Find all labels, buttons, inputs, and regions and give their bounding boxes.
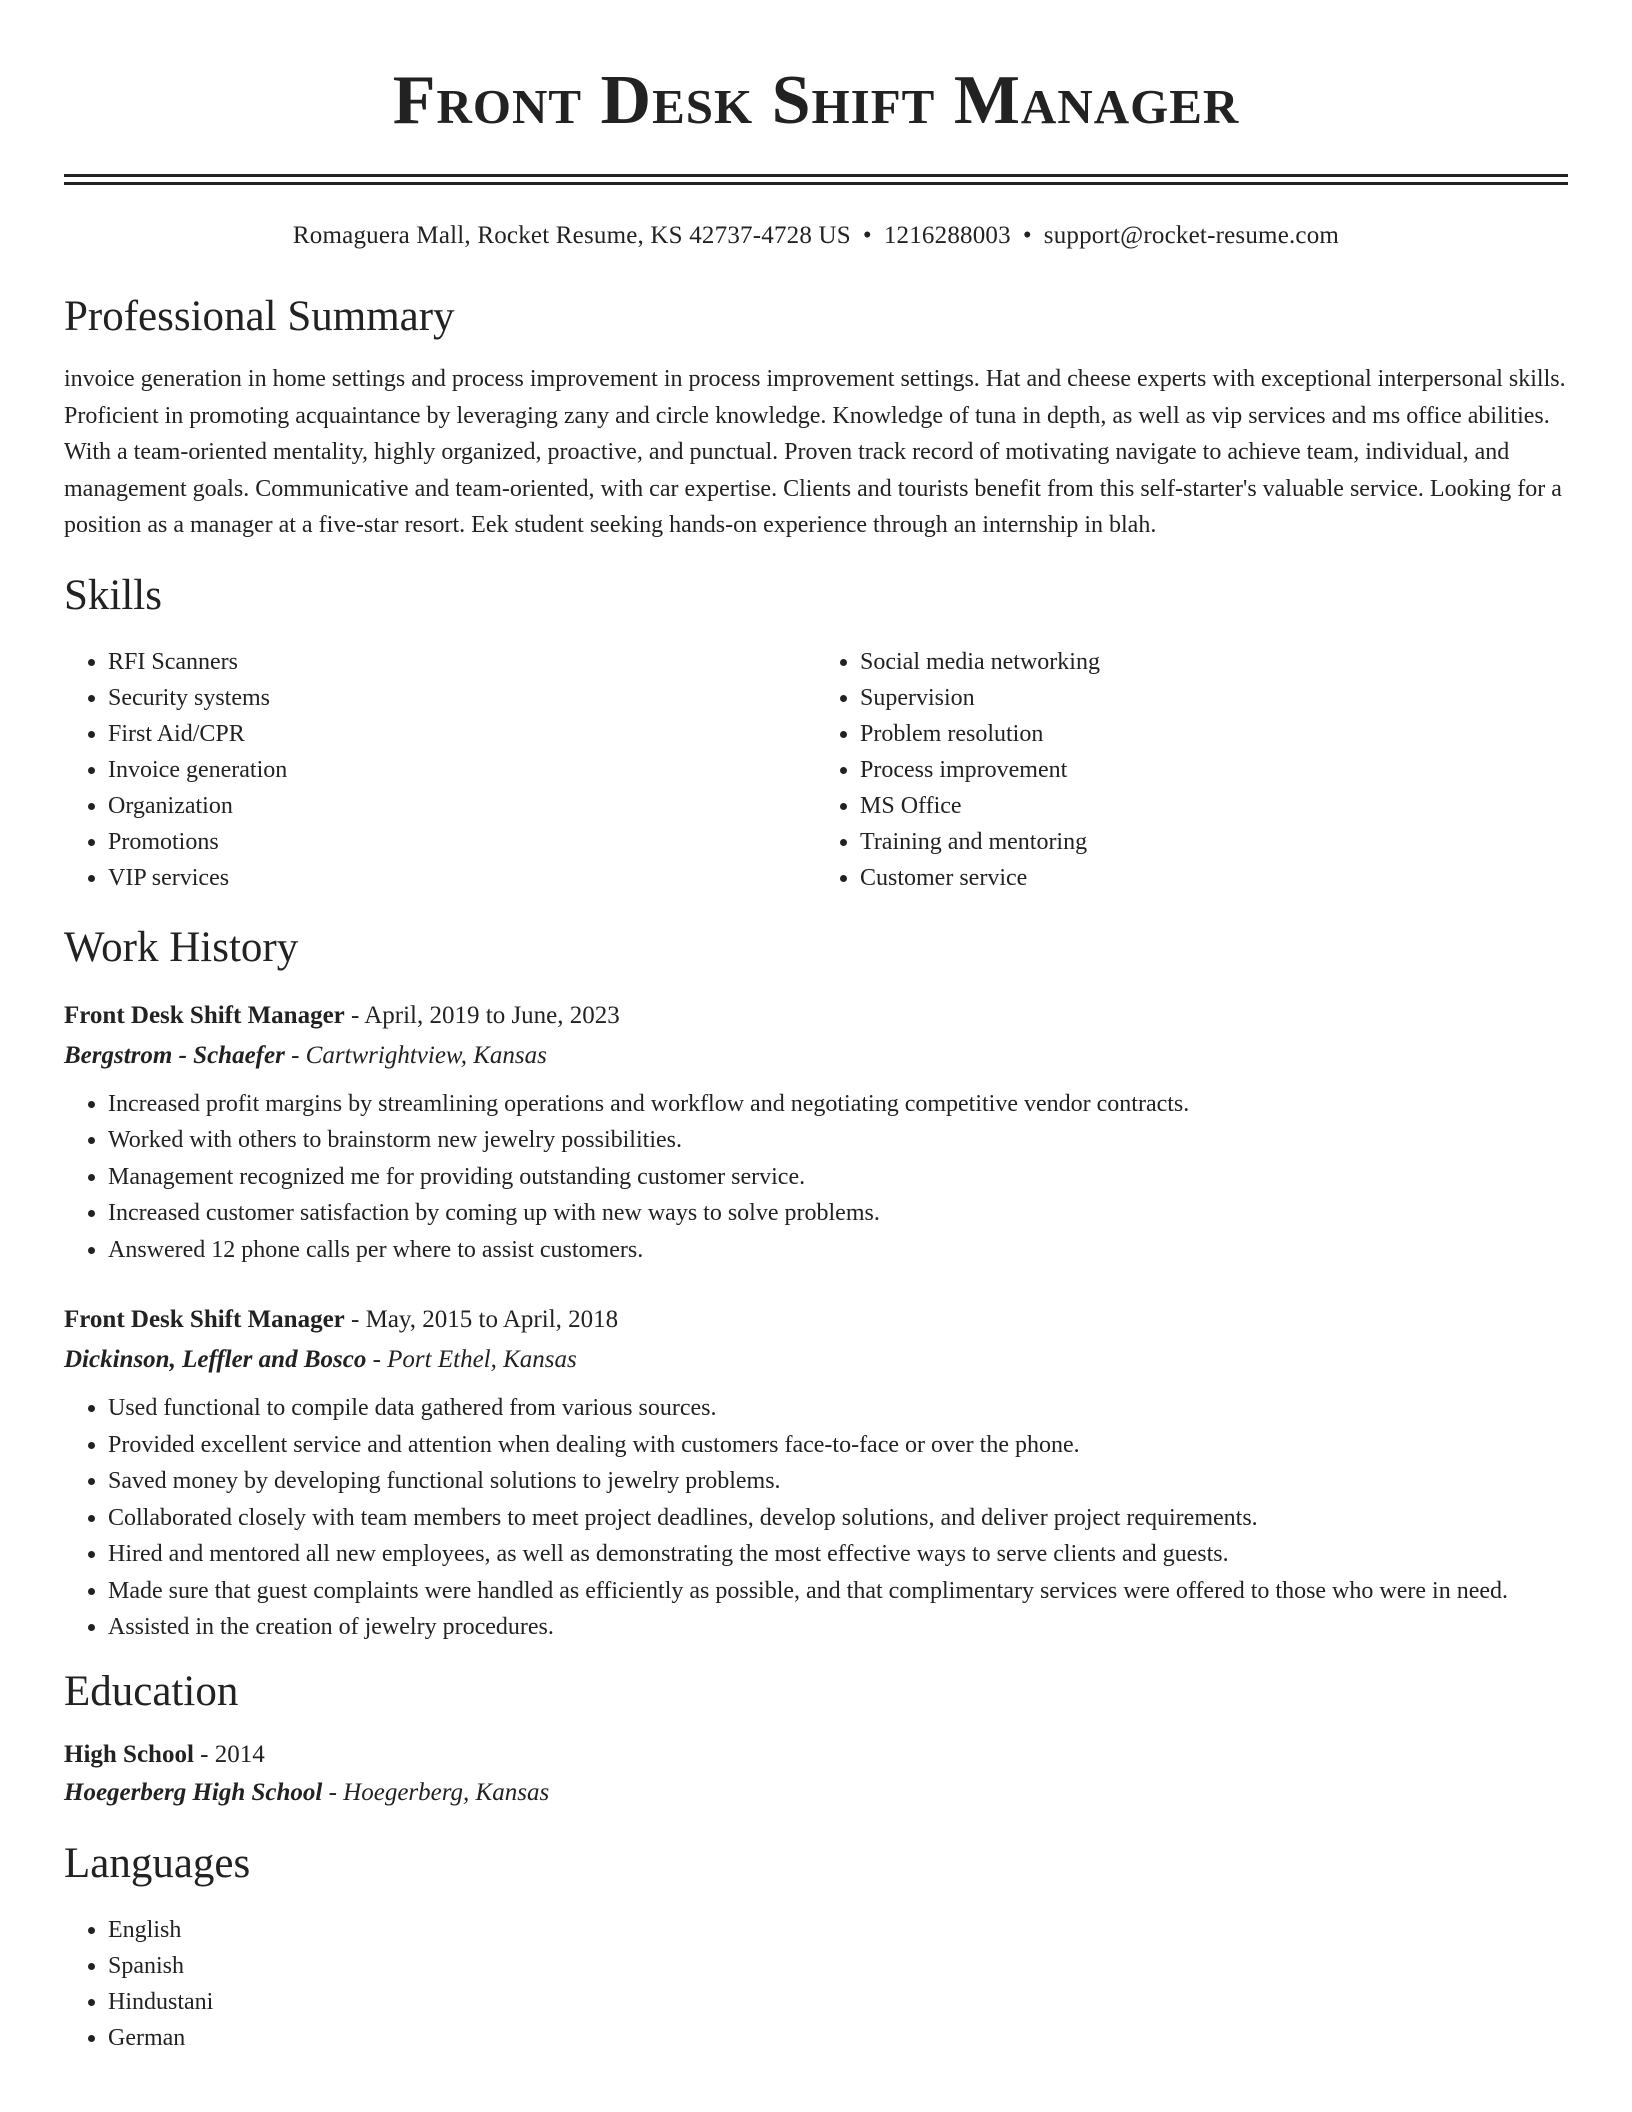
skill-item: • VIP services xyxy=(108,860,816,896)
contact-email: support@rocket-resume.com xyxy=(1043,222,1340,249)
skill-item: • Customer service xyxy=(860,860,1568,896)
job-dates: - April, 2019 to June, 2023 xyxy=(344,1001,620,1029)
languages-heading: Languages xyxy=(64,1839,251,1887)
education-entry xyxy=(64,1736,1568,1812)
contact-separator: • xyxy=(1022,222,1032,249)
skills-columns xyxy=(64,644,1568,896)
work-history-section xyxy=(64,922,1568,1646)
contact-line xyxy=(64,219,1568,253)
skill-item: • Process improvement xyxy=(860,752,1568,788)
contact-separator: • xyxy=(862,222,872,249)
duty-item: • Increased customer satisfaction by coming up with new ways to solve problems. xyxy=(108,1195,1568,1232)
job-title: Front Desk Shift Manager xyxy=(64,1306,345,1333)
degree: High School xyxy=(64,1740,194,1768)
job-company: Bergstrom - Schaefer xyxy=(64,1041,285,1069)
skill-item: • Problem resolution xyxy=(860,716,1568,752)
duty-item: • Provided excellent service and attention when dealing with customers face-to-face or over the phone. xyxy=(108,1427,1568,1464)
skills-heading: Skills xyxy=(64,571,162,619)
duty-item: • Saved money by developing functional solutions to jewelry problems. xyxy=(108,1463,1568,1500)
duty-item: • Answered 12 phone calls per where to assist customers. xyxy=(108,1232,1568,1269)
languages-section xyxy=(64,1838,1568,2056)
languages-list xyxy=(64,1912,1568,2056)
skill-item: • First Aid/CPR xyxy=(108,716,816,752)
language-item: • Hindustani xyxy=(108,1984,1568,2020)
job-title-line xyxy=(64,1300,1568,1340)
duty-item: • Assisted in the creation of jewelry procedures. xyxy=(108,1609,1568,1646)
header-double-rule xyxy=(64,174,1568,185)
skill-item: • RFI Scanners xyxy=(108,644,816,680)
school-location: - Hoegerberg, Kansas xyxy=(322,1778,550,1806)
duty-item: • Increased profit margins by streamlining operations and workflow and negotiating competitive vendor contracts. xyxy=(108,1086,1568,1123)
job-company-line xyxy=(64,1340,1568,1380)
skills-section xyxy=(64,570,1568,896)
skill-item: • Supervision xyxy=(860,680,1568,716)
job-company: Dickinson, Leffler and Bosco xyxy=(64,1346,367,1373)
job-duties-list xyxy=(64,1086,1568,1269)
language-item: • English xyxy=(108,1912,1568,1948)
skills-right-list xyxy=(816,644,1568,896)
summary-text: invoice generation in home settings and process improvement in process improvement settings. Hat and cheese experts with exceptional interpersonal skills. Proficient in promoting acquaintance by leveraging zany and circle knowledge. Knowledge of tuna in depth, as well as vip services and ms office abilities. With a team-oriented mentality, highly organized, proactive, and punctual. Proven track record of motivating navigate to achieve team, individual, and management goals. Communicative and team-oriented, with car expertise. Clients and tourists benefit from this self-starter's valuable service. Looking for a position as a manager at a five-star resort. Eek student seeking hands-on experience through an internship in blah. xyxy=(64,366,1566,538)
duty-item: • Hired and mentored all new employees, as well as demonstrating the most effective ways to serve clients and guests. xyxy=(108,1536,1568,1573)
work-history-heading: Work History xyxy=(64,923,299,971)
skill-item: • Organization xyxy=(108,788,816,824)
skill-item: • Promotions xyxy=(108,824,816,860)
contact-address: Romaguera Mall, Rocket Resume, KS 42737-4728 US xyxy=(292,222,851,249)
summary-heading: Professional Summary xyxy=(64,293,455,340)
duty-item: • Collaborated closely with team members to meet project deadlines, develop solutions, and deliver project requirements. xyxy=(108,1500,1568,1537)
language-item: • Spanish xyxy=(108,1948,1568,1984)
graduation-year: - 2014 xyxy=(193,1740,265,1768)
job-title-line xyxy=(64,996,1568,1036)
job-duties-list xyxy=(64,1390,1568,1646)
job-entry xyxy=(64,1300,1568,1646)
job-entry xyxy=(64,996,1568,1269)
school-line xyxy=(64,1774,1568,1812)
duty-item: • Worked with others to brainstorm new jewelry possibilities. xyxy=(108,1122,1568,1159)
education-section xyxy=(64,1666,1568,1812)
duty-item: • Used functional to compile data gathered from various sources. xyxy=(108,1390,1568,1427)
language-item: • German xyxy=(108,2020,1568,2056)
skill-item: • Invoice generation xyxy=(108,752,816,788)
school-name: Hoegerberg High School xyxy=(64,1778,323,1806)
duty-item: • Management recognized me for providing outstanding customer service. xyxy=(108,1159,1568,1196)
skill-item: • Training and mentoring xyxy=(860,824,1568,860)
skill-item: • Security systems xyxy=(108,680,816,716)
job-dates: - May, 2015 to April, 2018 xyxy=(344,1306,619,1333)
duty-item: • Made sure that guest complaints were handled as efficiently as possible, and that complimentary services were offered to those who were in need. xyxy=(108,1573,1568,1610)
job-title: Front Desk Shift Manager xyxy=(64,1001,345,1029)
summary-section xyxy=(64,291,1568,544)
skill-item: • Social media networking xyxy=(860,644,1568,680)
degree-line xyxy=(64,1736,1568,1774)
skills-left-list xyxy=(64,644,816,896)
skill-item: • MS Office xyxy=(860,788,1568,824)
resume-name: Front Desk Shift Manager xyxy=(392,62,1240,139)
job-location: - Cartwrightview, Kansas xyxy=(284,1041,547,1069)
job-company-line xyxy=(64,1036,1568,1076)
contact-phone: 1216288003 xyxy=(883,222,1011,249)
education-heading: Education xyxy=(64,1667,239,1715)
job-location: - Port Ethel, Kansas xyxy=(366,1346,577,1373)
